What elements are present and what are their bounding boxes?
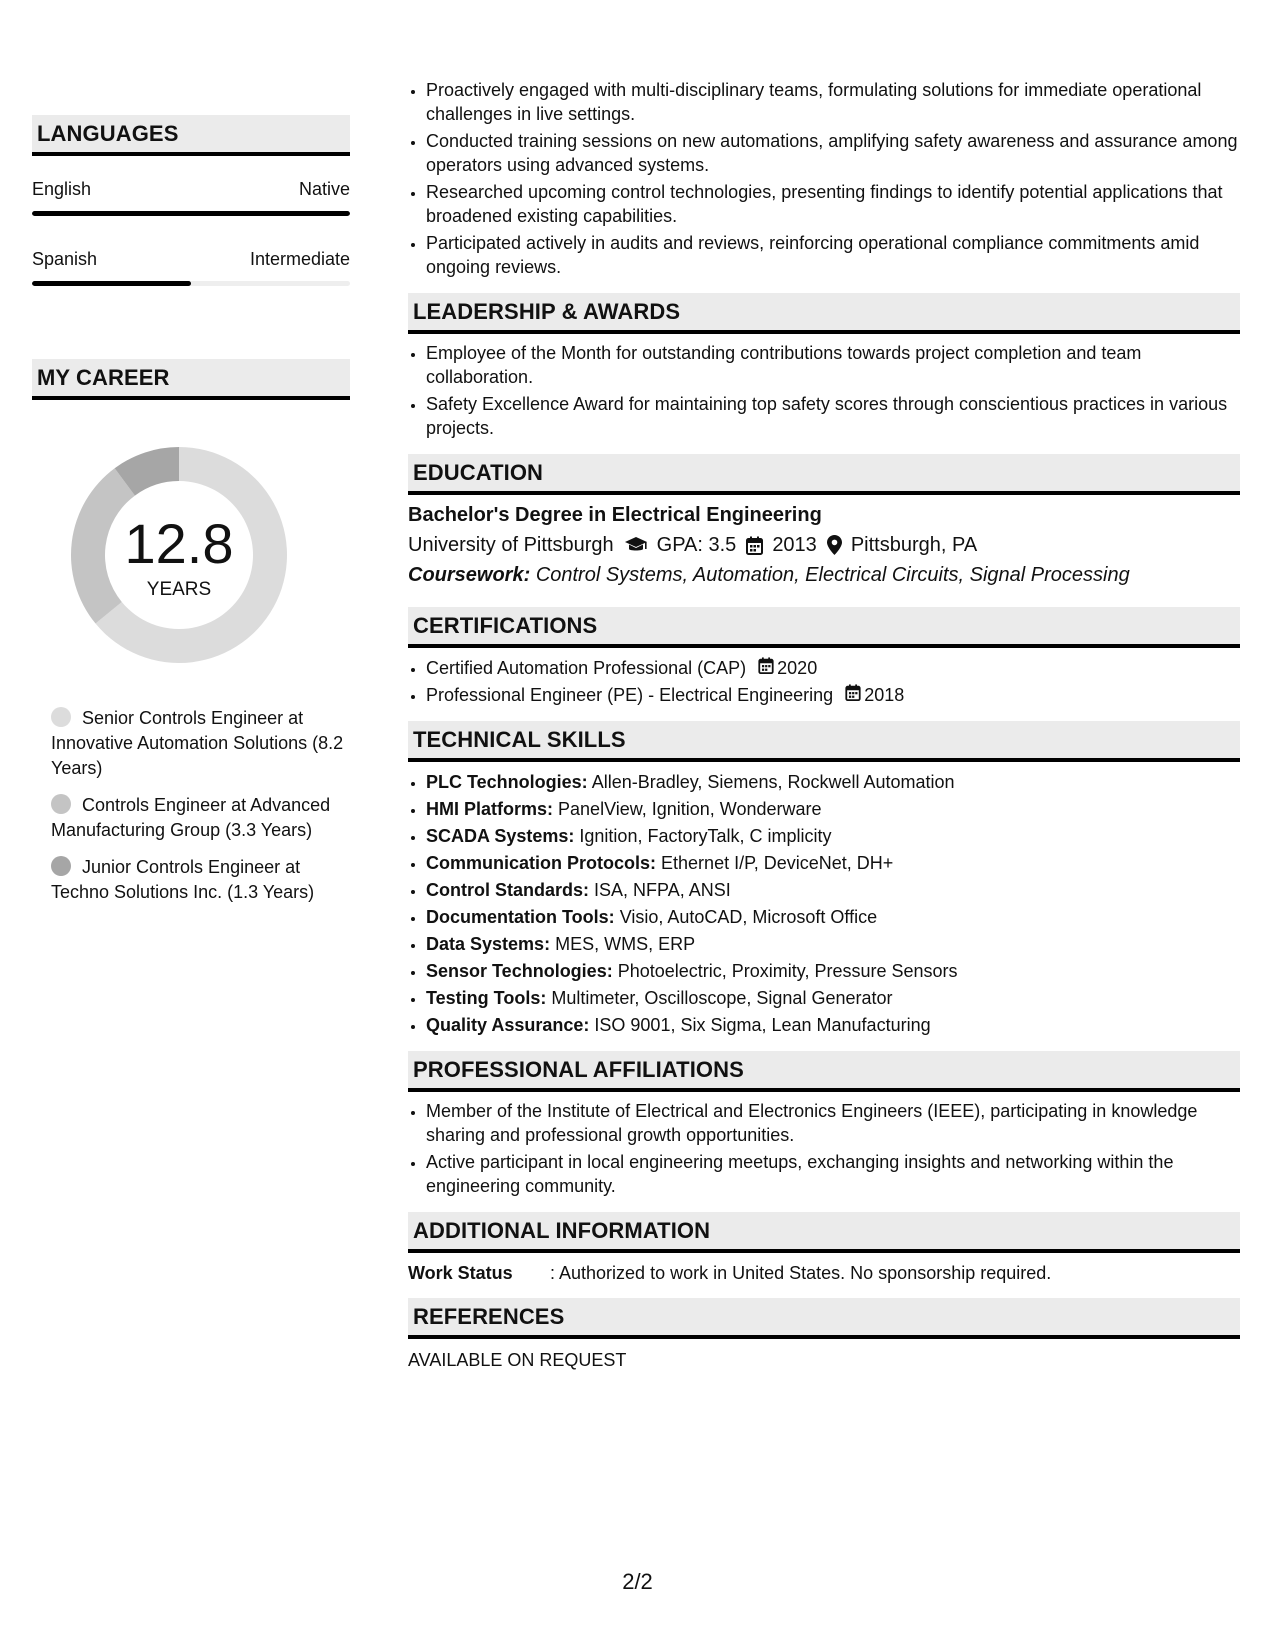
- language-item-spanish: [32, 248, 350, 286]
- certification-name: Professional Engineer (PE) - Electrical Engineering: [426, 685, 834, 705]
- language-name: English: [32, 179, 92, 199]
- skills-list: [408, 770, 1240, 1037]
- skill-item: • Quality Assurance: ISO 9001, Six Sigma, Lean Manufacturing: [426, 1013, 1240, 1037]
- references-header: REFERENCES: [408, 1298, 1240, 1339]
- skill-item: • Control Standards: ISA, NFPA, ANSI: [426, 878, 1240, 902]
- language-name: Spanish: [32, 249, 98, 269]
- career-legend: [32, 706, 350, 905]
- career-header: MY CAREER: [32, 359, 350, 400]
- calendar-icon: [845, 684, 861, 701]
- certifications-header: CERTIFICATIONS: [408, 607, 1240, 648]
- leadership-item: • Employee of the Month for outstanding contributions towards project completion and team collaboration.: [426, 341, 1240, 389]
- skill-item: • Documentation Tools: Visio, AutoCAD, Microsoft Office: [426, 905, 1240, 929]
- affiliations-header: PROFESSIONAL AFFILIATIONS: [408, 1051, 1240, 1092]
- certification-item: [426, 683, 1240, 707]
- education-year: 2013: [772, 534, 817, 556]
- language-proficiency-fill: [32, 281, 191, 286]
- page-number: 2/2: [622, 1569, 653, 1594]
- skill-item: • Data Systems: MES, WMS, ERP: [426, 932, 1240, 956]
- graduation-cap-icon: [624, 536, 648, 554]
- leadership-header: LEADERSHIP & AWARDS: [408, 293, 1240, 334]
- education-school: University of Pittsburgh: [408, 534, 614, 556]
- language-proficiency-bar: [32, 281, 350, 286]
- career-legend-item: Senior Controls Engineer at Innovative Automation Solutions (8.2 Years): [51, 708, 344, 778]
- calendar-icon: [746, 536, 763, 555]
- affiliation-item: • Member of the Institute of Electrical and Electronics Engineers (IEEE), participating in knowledge sharing and professional growth opportunities.: [426, 1099, 1240, 1147]
- coursework-list: Control Systems, Automation, Electrical Circuits, Signal Processing: [535, 564, 1130, 586]
- skill-item: • SCADA Systems: Ignition, FactoryTalk, C implicity: [426, 824, 1240, 848]
- skill-item: • Communication Protocols: Ethernet I/P, DeviceNet, DH+: [426, 851, 1240, 875]
- certification-year: 2018: [864, 685, 905, 705]
- skill-item: • PLC Technologies: Allen-Bradley, Siemens, Rockwell Automation: [426, 770, 1240, 794]
- references-text: AVAILABLE ON REQUEST: [408, 1350, 627, 1370]
- work-status-label: Work Status: [408, 1263, 513, 1283]
- language-item-english: [32, 178, 350, 216]
- languages-header: LANGUAGES: [32, 115, 350, 156]
- calendar-icon: [758, 657, 774, 674]
- language-level: Intermediate: [249, 249, 350, 269]
- experience-bullet: • Proactively engaged with multi-disciplinary teams, formulating solutions for immediate operational challenges in live settings.: [426, 78, 1240, 126]
- legend-dot: [51, 856, 71, 876]
- main-content: [408, 78, 1240, 1371]
- work-status-row: [408, 1262, 1240, 1284]
- certification-year: 2020: [777, 658, 818, 678]
- education-coursework: [408, 561, 1240, 589]
- certification-name: Certified Automation Professional (CAP): [426, 658, 747, 678]
- career-legend-item: Junior Controls Engineer at Techno Solutions Inc. (1.3 Years): [51, 857, 315, 902]
- leadership-item: • Safety Excellence Award for maintaining top safety scores through conscientious practices in various projects.: [426, 392, 1240, 440]
- location-pin-icon: [827, 535, 842, 555]
- career-donut-chart: [64, 440, 294, 670]
- certification-item: [426, 656, 1240, 680]
- skill-item: • Sensor Technologies: Photoelectric, Proximity, Pressure Sensors: [426, 959, 1240, 983]
- education-location: Pittsburgh, PA: [850, 534, 978, 556]
- experience-bullet: • Participated actively in audits and reviews, reinforcing operational compliance commitments amid ongoing reviews.: [426, 231, 1240, 279]
- affiliations-list: [408, 1099, 1240, 1198]
- additional-info-header: ADDITIONAL INFORMATION: [408, 1212, 1240, 1253]
- skills-header: TECHNICAL SKILLS: [408, 721, 1240, 762]
- work-status-value: : Authorized to work in United States. No sponsorship required.: [550, 1263, 1052, 1283]
- coursework-label: Coursework:: [408, 564, 531, 586]
- experience-bullet: • Conducted training sessions on new automations, amplifying safety awareness and assurance among operators using advanced systems.: [426, 129, 1240, 177]
- sidebar: [32, 115, 350, 917]
- experience-bullet: • Researched upcoming control technologies, presenting findings to identify potential applications that broadened existing capabilities.: [426, 180, 1240, 228]
- certifications-list: [408, 656, 1240, 707]
- language-level: Native: [298, 179, 350, 199]
- career-total-unit: YEARS: [146, 579, 212, 600]
- skill-item: • HMI Platforms: PanelView, Ignition, Wonderware: [426, 797, 1240, 821]
- skill-item: • Testing Tools: Multimeter, Oscilloscope, Signal Generator: [426, 986, 1240, 1010]
- career-total-years: 12.8: [124, 512, 234, 575]
- leadership-list: [408, 341, 1240, 440]
- education-meta: [408, 531, 1240, 559]
- education-degree: Bachelor's Degree in Electrical Engineering: [408, 504, 822, 526]
- legend-dot: [51, 707, 71, 727]
- affiliation-item: • Active participant in local engineering meetups, exchanging insights and networking within the engineering community.: [426, 1150, 1240, 1198]
- legend-dot: [51, 794, 71, 814]
- experience-bullets: [408, 78, 1240, 279]
- career-legend-item: Controls Engineer at Advanced Manufacturing Group (3.3 Years): [51, 795, 331, 840]
- language-proficiency-fill: [32, 211, 350, 216]
- education-header: EDUCATION: [408, 454, 1240, 495]
- language-proficiency-bar: [32, 211, 350, 216]
- education-gpa: GPA: 3.5: [656, 534, 737, 556]
